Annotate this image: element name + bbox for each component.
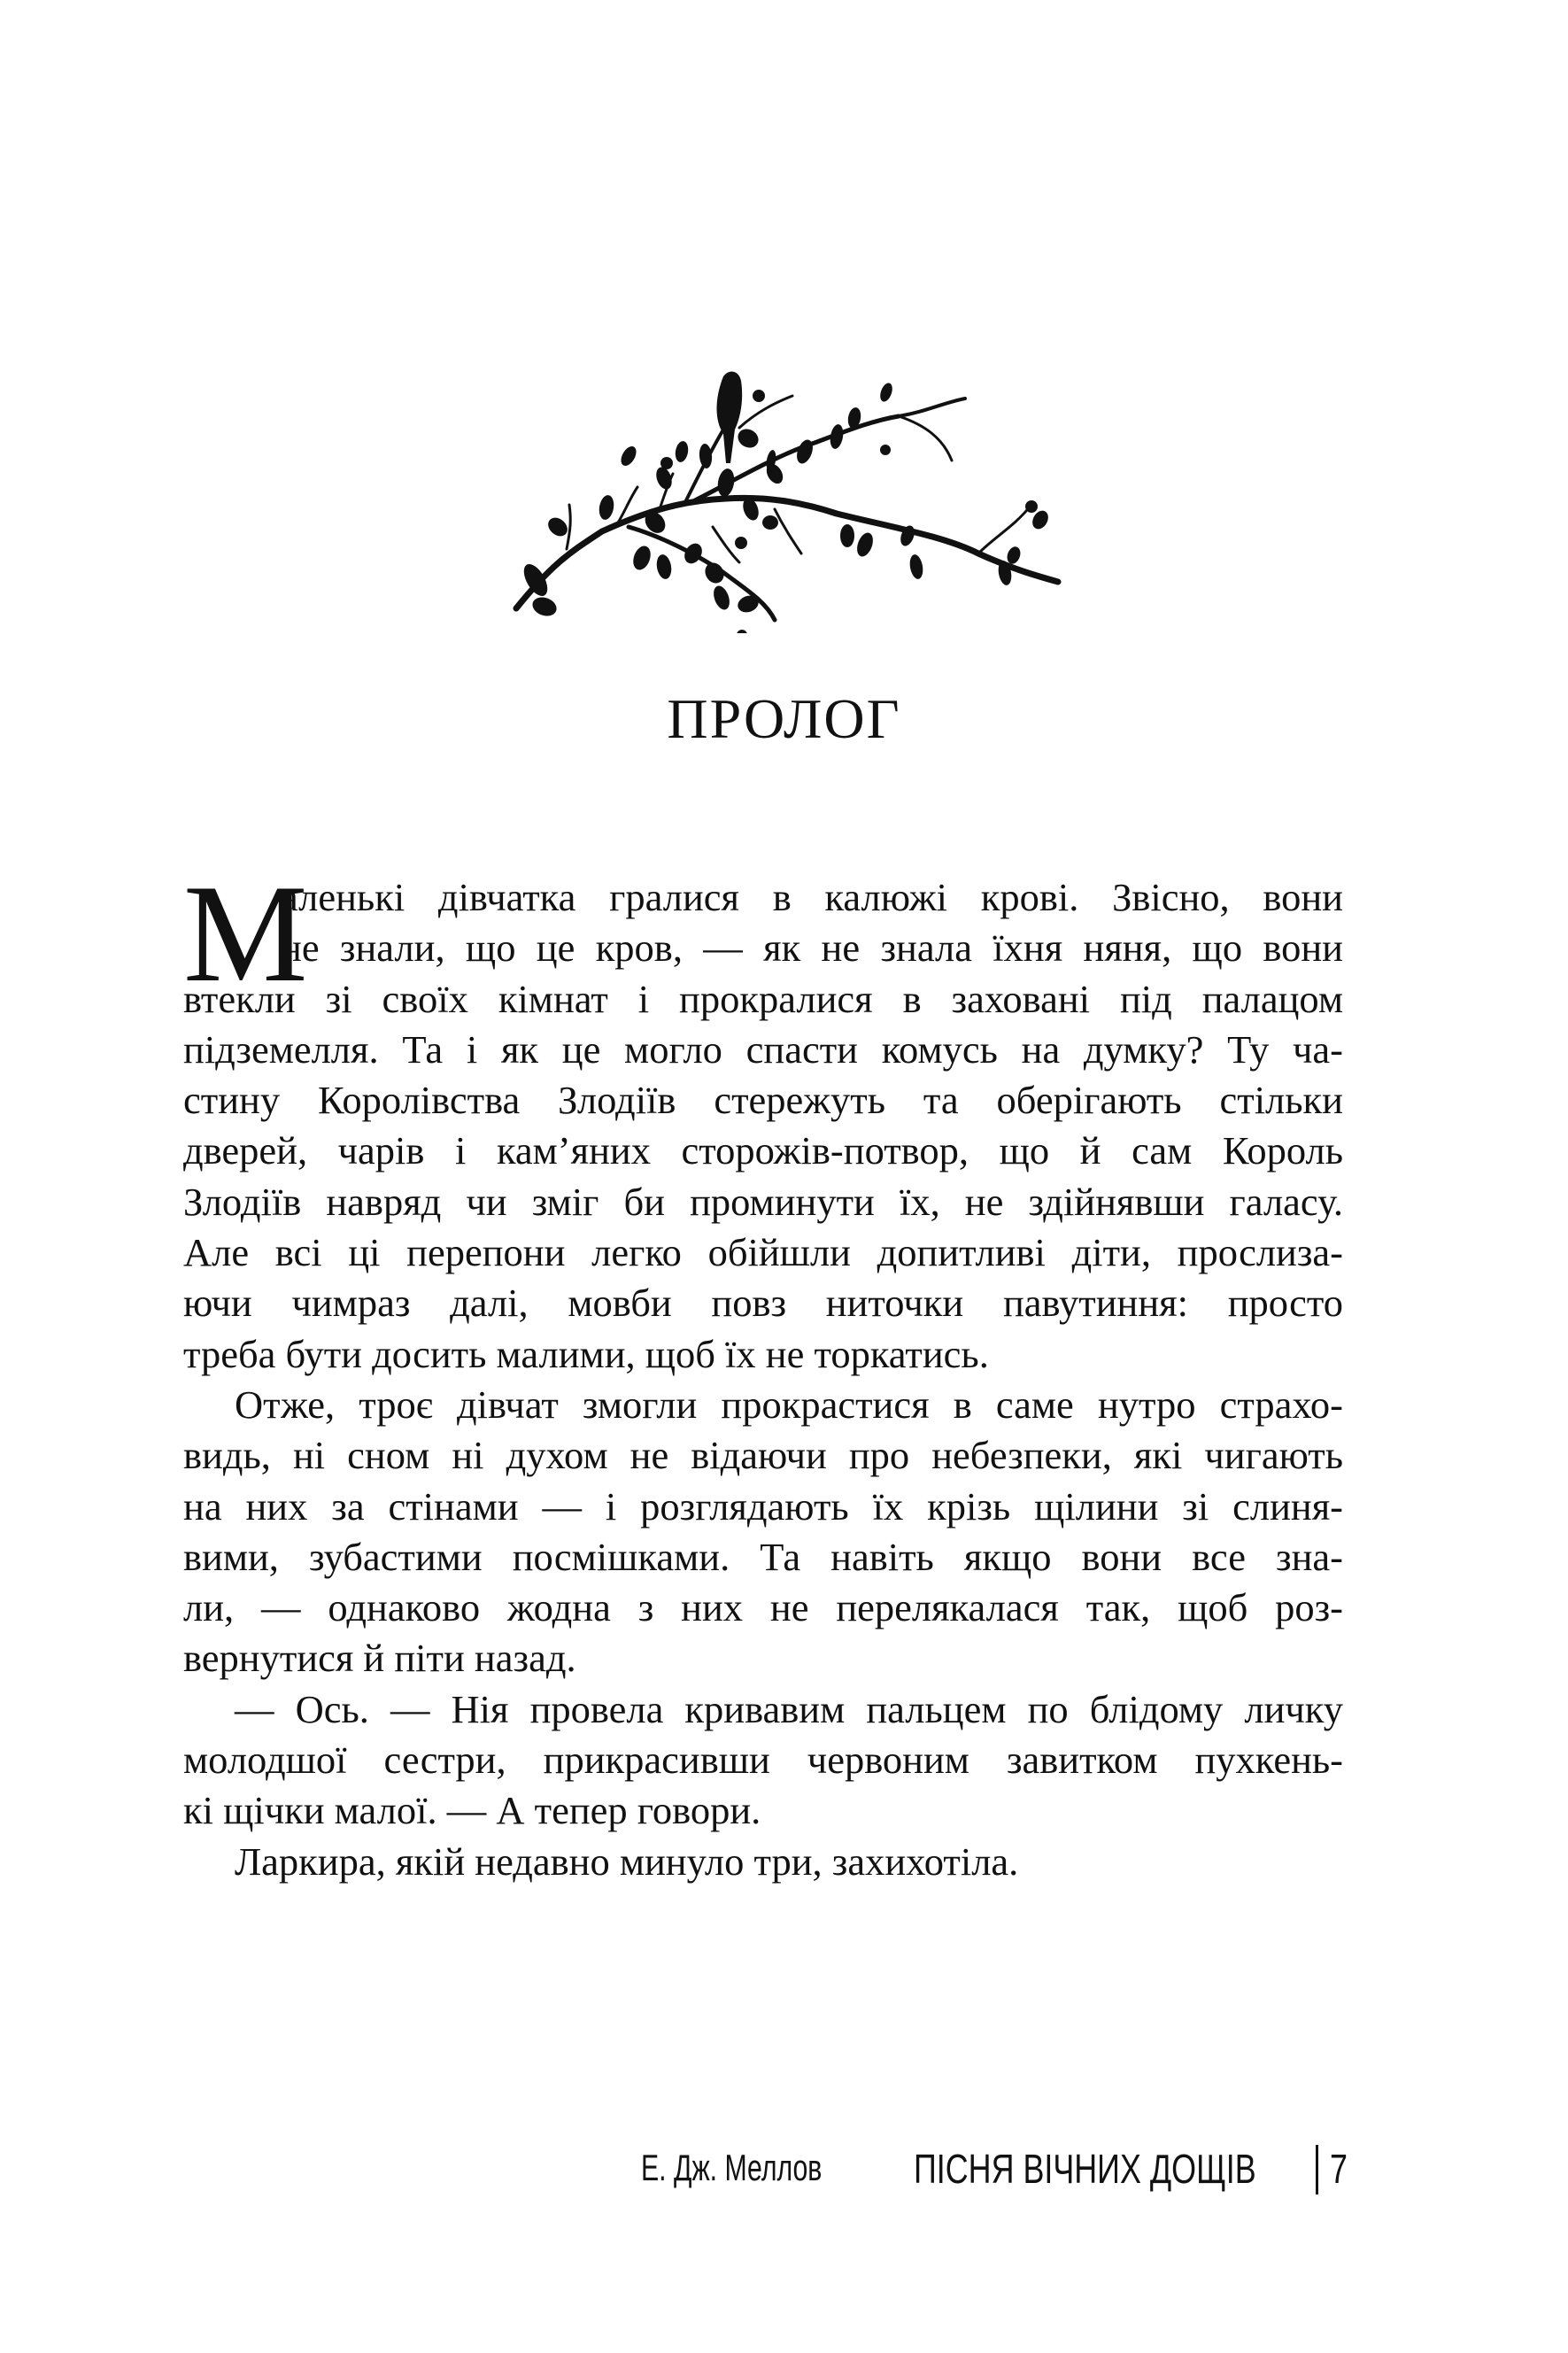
page-number: 7 [1330,2146,1348,2192]
text-line: не знали, що це кров, — як не знала їхня няня, що вони [281,925,1343,971]
text-line: Але всі ці перепони легко обійшли допитливі діти, прослиза- [183,1230,1343,1275]
text-line: аленькі дівчатка гралися в калюжі крові. Звісно, вони [281,875,1343,919]
text-line: Злодіїв навряд чи зміг би проминути їх, не здійнявши галасу. [183,1179,1343,1224]
text-line: ючи чимраз далі, мовби повз ниточки павутиння: просто [183,1281,1343,1326]
text-line: вими, зубастими посмішками. Та навіть якщо вони все зна- [183,1534,1343,1579]
text-line: втекли зі своїх кімнат і прокралися в заховані під палацом [183,976,1343,1021]
running-footer [0,2145,1568,2198]
drop-cap: М [183,856,308,1011]
text-line: кі щічки малої. — А тепер говори. [183,1788,761,1833]
text-line: видь, ні сном ні духом не відаючи про небезпеки, які чигають [183,1433,1343,1478]
text-line: вернутися й піти назад. [183,1636,576,1681]
text-line: молодшої сестри, прикрасивши червоним завитком пухкень- [183,1738,1343,1783]
text-line: на них за стінами — і розглядають їх крізь щілини зі слиня- [183,1483,1343,1529]
text-line: дверей, чарів і кам’яних сторожів-потвор, що й сам Король [183,1128,1343,1173]
text-line: Ларкира, якій недавно минуло три, захихотіла. [235,1838,1019,1884]
footer-divider [1316,2145,1318,2194]
body-text [183,856,1343,1887]
text-line: стину Королівства Злодіїв стережуть та оберігають стільки [183,1078,1343,1123]
footer-book-title: ПІСНЯ ВІЧНИХ ДОЩІВ [914,2146,1256,2192]
bird-on-branch-ornament-icon [483,350,1085,633]
text-line: підземелля. Та і як це могло спасти комусь на думку? Ту ча- [183,1026,1343,1072]
chapter-title: ПРОЛОГ [667,687,901,750]
text-line: ли, — однаково жодна з них не перелякалася так, щоб роз- [183,1585,1343,1630]
footer-author: Е. Дж. Меллов [641,2147,823,2188]
text-line: — Ось. — Нія провела кривавим пальцем по блідому личку [235,1686,1343,1731]
text-line: треба бути досить малими, щоб їх не торкатись. [183,1331,989,1376]
text-line: Отже, троє дівчат змогли прокрастися в саме нутро страхо- [235,1382,1343,1427]
